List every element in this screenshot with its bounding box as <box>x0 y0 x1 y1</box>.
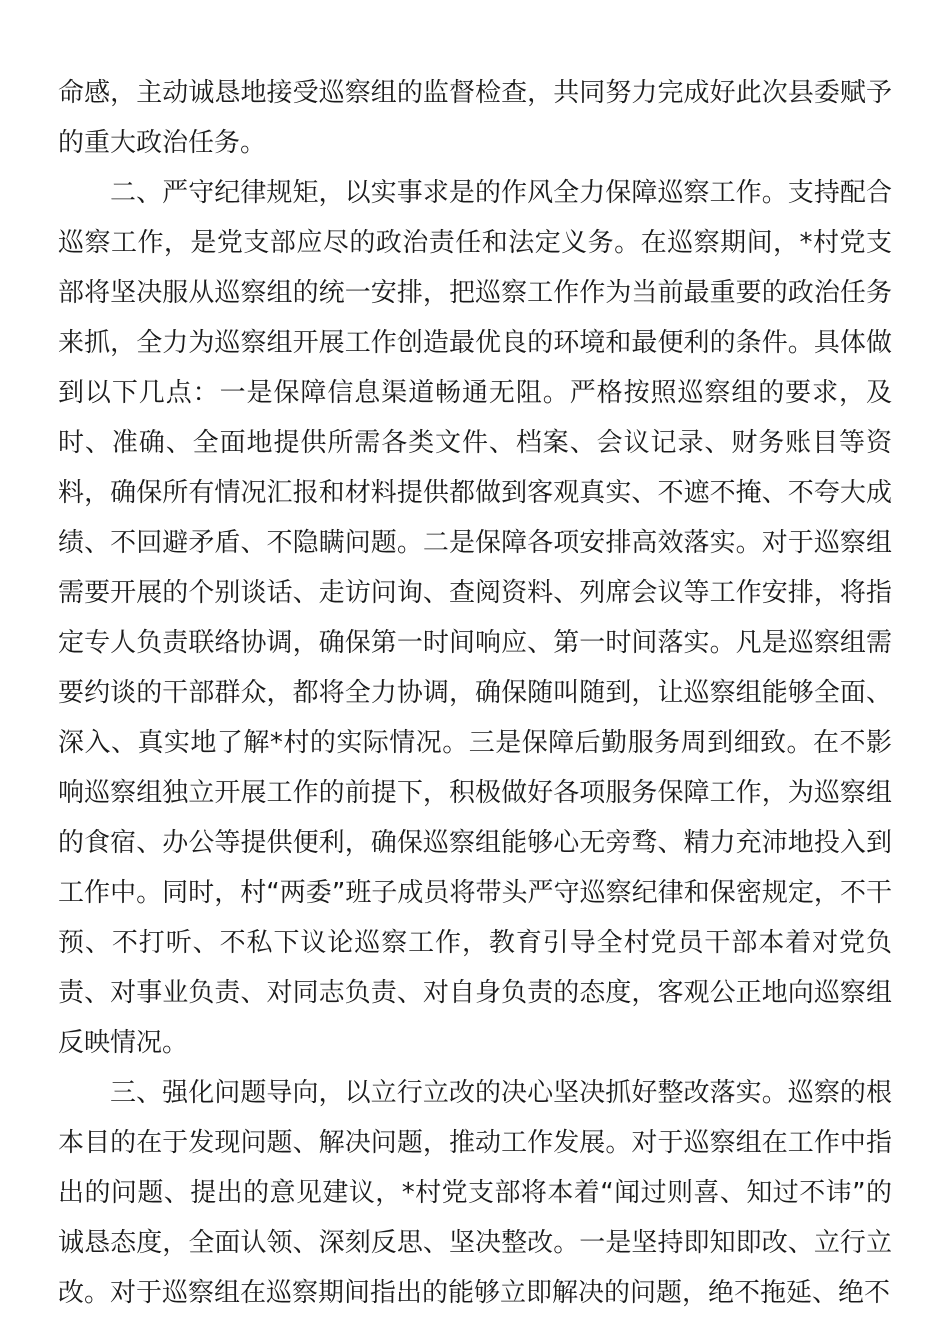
document-page <box>58 68 892 1318</box>
paragraph-continuation: 命感，主动诚恳地接受巡察组的监督检查，共同努力完成好此次县委赋予的重大政治任务。 <box>58 78 892 158</box>
paragraph-section-three: 三、强化问题导向，以立行立改的决心坚决抓好整改落实。巡察的根本目的在于发现问题、解决问题，推动工作发展。对于巡察组在工作中指出的问题、提出的意见建议，*村党支部将本着“闻过则喜、知过不讳”的诚恳态度，全面认领、深刻反思、坚决整改。一是坚持即知即改、立行立改。对于巡察组在巡察期间指出的能够立即解决的问题，绝不拖延、绝不 <box>58 1078 892 1308</box>
paragraph-section-two: 二、严守纪律规矩，以实事求是的作风全力保障巡察工作。支持配合巡察工作，是党支部应尽的政治责任和法定义务。在巡察期间，*村党支部将坚决服从巡察组的统一安排，把巡察工作作为当前最重要的政治任务来抓，全力为巡察组开展工作创造最优良的环境和最便利的条件。具体做到以下几点：一是保障信息渠道畅通无阻。严格按照巡察组的要求，及时、准确、全面地提供所需各类文件、档案、会议记录、财务账目等资料，确保所有情况汇报和材料提供都做到客观真实、不遮不掩、不夸大成绩、不回避矛盾、不隐瞒问题。二是保障各项安排高效落实。对于巡察组需要开展的个别谈话、走访问询、查阅资料、列席会议等工作安排，将指定专人负责联络协调，确保第一时间响应、第一时间落实。凡是巡察组需要约谈的干部群众，都将全力协调，确保随叫随到，让巡察组能够全面、深入、真实地了解*村的实际情况。三是保障后勤服务周到细致。在不影响巡察组独立开展工作的前提下，积极做好各项服务保障工作，为巡察组的食宿、办公等提供便利，确保巡察组能够心无旁骛、精力充沛地投入到工作中。同时，村“两委”班子成员将带头严守巡察纪律和保密规定，不干预、不打听、不私下议论巡察工作，教育引导全村党员干部本着对党负责、对事业负责、对同志负责、对自身负责的态度，客观公正地向巡察组反映情况。 <box>58 178 892 1058</box>
